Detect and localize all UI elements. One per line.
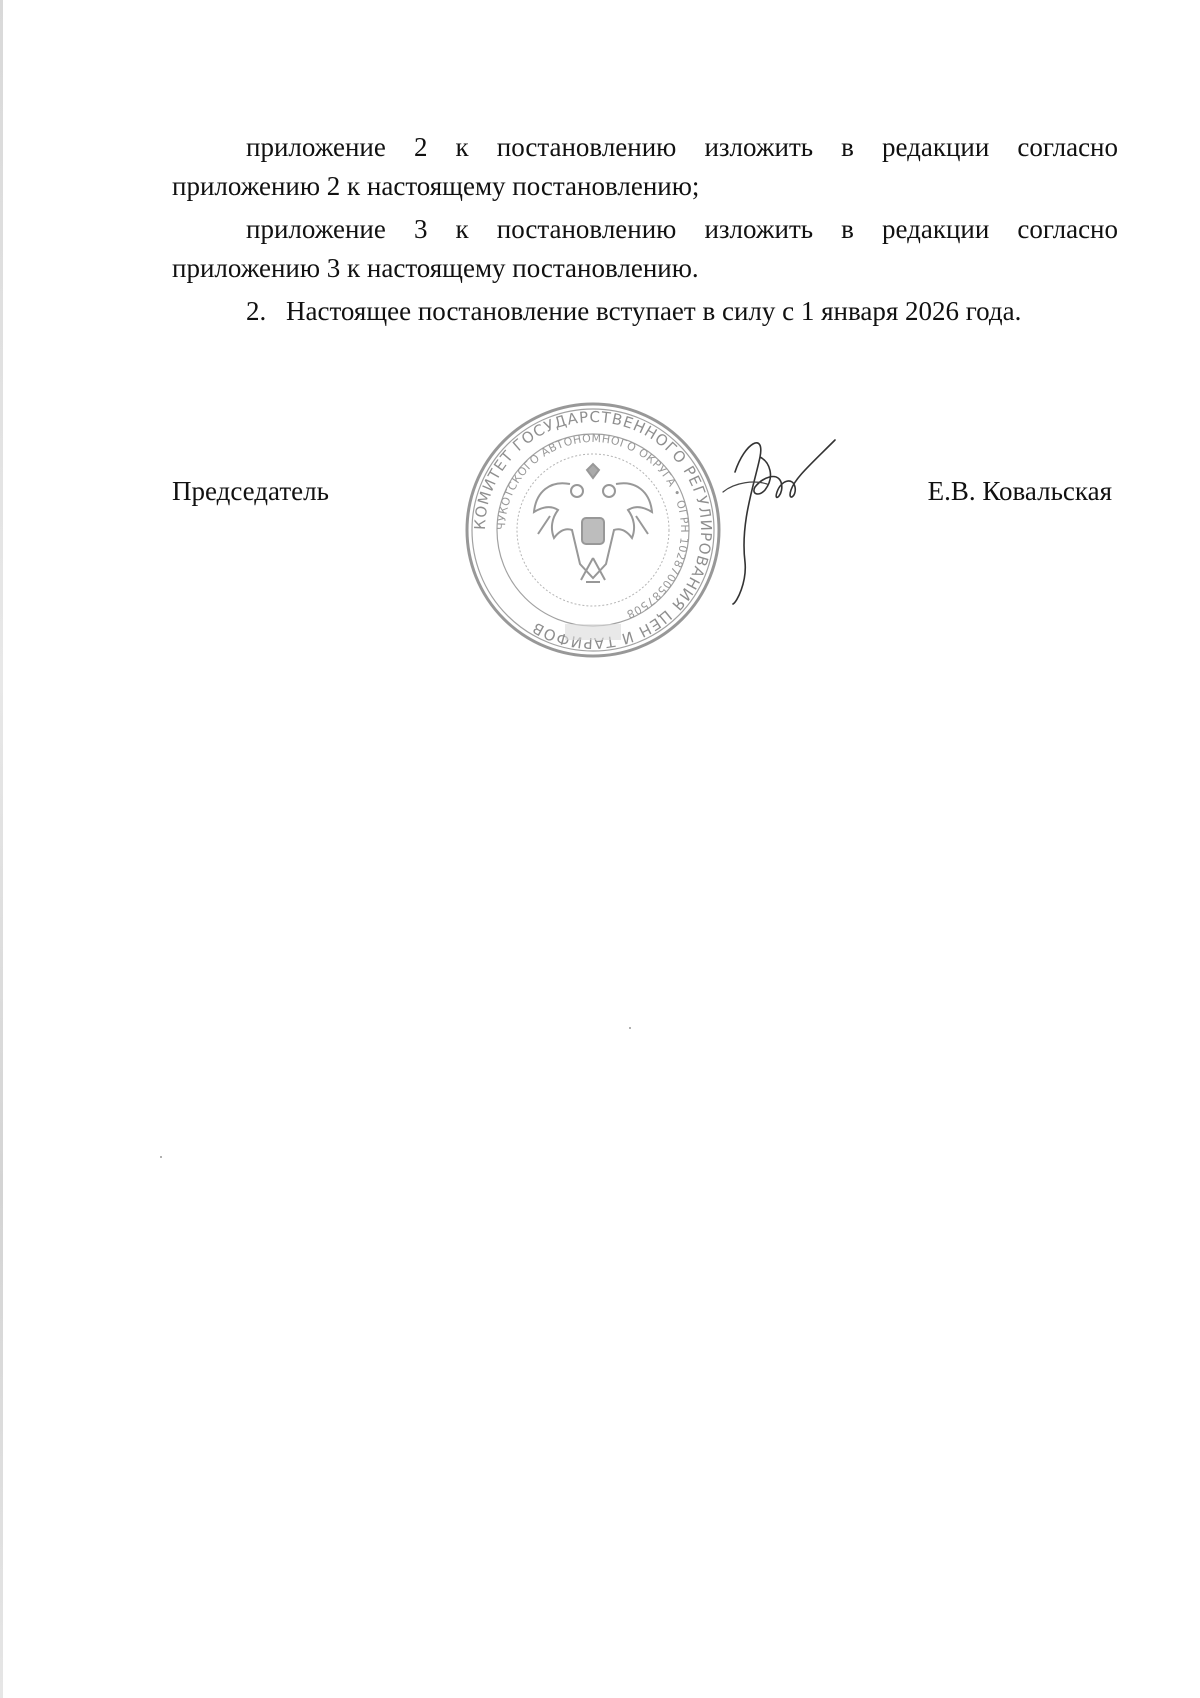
seal-inner-text: ЧУКОТСКОГО АВТОНОМНОГО ОКРУГА • ОГРН 1028700587508 [494, 431, 692, 621]
seal-outer-text: КОМИТЕТ ГОСУДАРСТВЕННОГО РЕГУЛИРОВАНИЯ ЦЕН И ТАРИФОВ [470, 407, 716, 653]
item-text: Настоящее постановление вступает в силу с 1 января 2026 года. [286, 296, 1022, 326]
scan-edge [0, 0, 3, 1698]
scan-speck [629, 1027, 631, 1029]
paragraph-appendix-2: приложение 2 к постановлению изложить в редакции согласно приложению 2 к настоящему постановлению; [172, 132, 1118, 201]
handwritten-signature [715, 432, 845, 607]
scan-speck [160, 1156, 162, 1158]
official-seal [458, 398, 728, 662]
signature-row [172, 476, 1112, 516]
signer-title: Председатель [172, 476, 329, 506]
paragraph-appendix-3: приложение 3 к постановлению изложить в редакции согласно приложению 3 к настоящему постановлению. [172, 214, 1118, 283]
signer-name: Е.В. Ковальская [927, 476, 1112, 506]
paragraph-item-2 [172, 292, 1118, 331]
document-body [172, 128, 1118, 335]
item-number: 2. [246, 296, 267, 326]
